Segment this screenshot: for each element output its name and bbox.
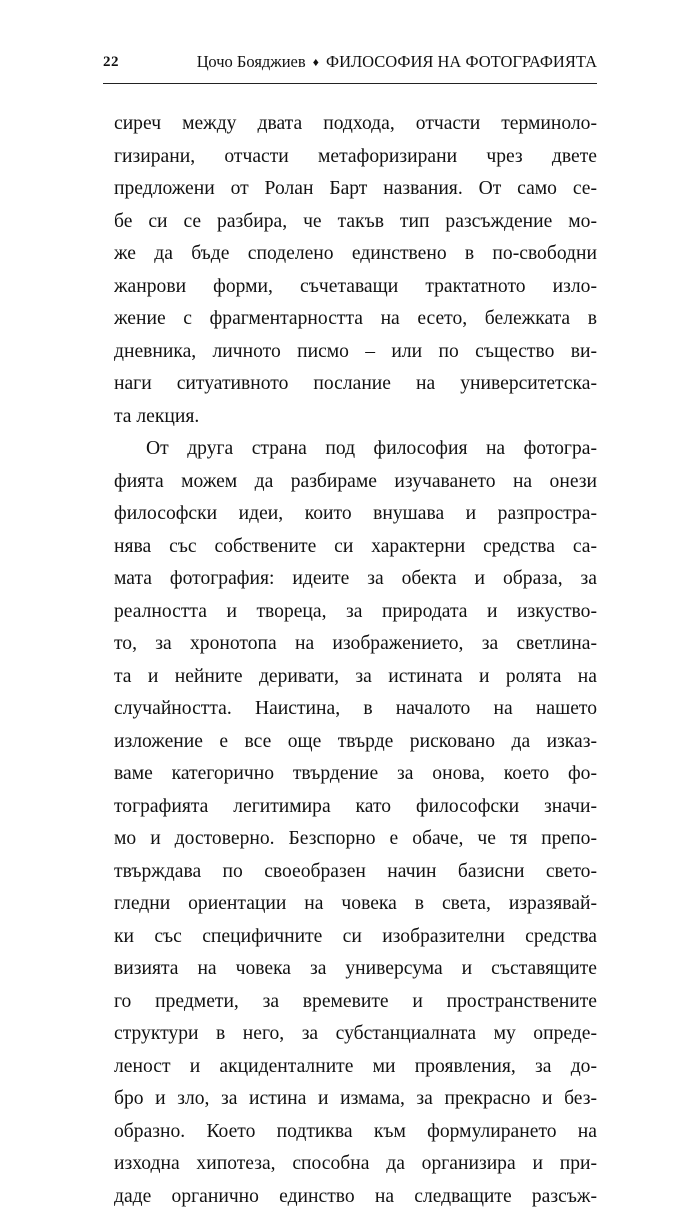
text-line: визията на човека за универсума и съставящите (114, 953, 597, 986)
text-line: фията можем да разбираме изучаването на онези (114, 466, 597, 499)
text-line: ваме категорично твърдение за онова, което фо- (114, 758, 597, 791)
text-line: мо и достоверно. Безспорно е обаче, че тя препо- (114, 823, 597, 856)
text-line: От друга страна под философия на фотогра- (114, 433, 597, 466)
text-line: та и нейните деривати, за истината и ролята на (114, 661, 597, 694)
text-line: тографията легитимира като философски значи- (114, 791, 597, 824)
text-line: предложени от Ролан Барт названия. От само се- (114, 173, 597, 206)
running-header (103, 52, 597, 84)
text-line: наги ситуативното послание на университетска- (114, 368, 597, 401)
text-line: мата фотография: идеите за обекта и образа, за (114, 563, 597, 596)
text-line: дневника, личното писмо – или по същество ви- (114, 336, 597, 369)
text-line: жение с фрагментарността на есето, бележката в (114, 303, 597, 336)
page-number: 22 (103, 52, 119, 72)
text-line: то, за хронотопа на изображението, за светлина- (114, 628, 597, 661)
header-rule (103, 83, 597, 84)
text-line: твърждава по своеобразен начин базисни свето- (114, 856, 597, 889)
text-line: бе си се разбира, че такъв тип разсъждение мо- (114, 206, 597, 239)
text-line: изложение е все още твърде рисковано да изказ- (114, 726, 597, 759)
body-text (114, 108, 597, 1213)
text-line: гледни ориентации на човека в света, изразявай- (114, 888, 597, 921)
diamond-separator-icon: ♦ (310, 55, 322, 69)
text-line: философски идеи, които внушава и разпростра- (114, 498, 597, 531)
text-line: ки със специфичните си изобразителни средства (114, 921, 597, 954)
text-line: реалността и твореца, за природата и изкуство- (114, 596, 597, 629)
text-line: леност и акциденталните ми проявления, за до- (114, 1051, 597, 1084)
text-line: бро и зло, за истина и измама, за прекрасно и без- (114, 1083, 597, 1116)
text-line: даде органично единство на следващите разсъж- (114, 1181, 597, 1213)
book-title: ФИЛОСОФИЯ НА ФОТОГРАФИЯТА (326, 52, 597, 71)
text-line: гизирани, отчасти метафоризирани чрез двете (114, 141, 597, 174)
running-head (197, 52, 597, 73)
text-line: структури в него, за субстанциалната му опреде- (114, 1018, 597, 1051)
text-line: случайността. Наистина, в началото на нашето (114, 693, 597, 726)
text-line: та лекция. (114, 401, 597, 434)
text-line: нява със собствените си характерни средства са- (114, 531, 597, 564)
text-line: образно. Което подтиква към формулирането на (114, 1116, 597, 1149)
text-line: сиреч между двата подхода, отчасти терминоло- (114, 108, 597, 141)
author-name: Цочо Бояджиев (197, 52, 306, 71)
text-line: жанрови форми, съчетаващи трактатното изло- (114, 271, 597, 304)
text-line: изходна хипотеза, способна да организира и при- (114, 1148, 597, 1181)
text-line: го предмети, за времевите и пространствените (114, 986, 597, 1019)
text-line: же да бъде споделено единствено в по-свободни (114, 238, 597, 271)
